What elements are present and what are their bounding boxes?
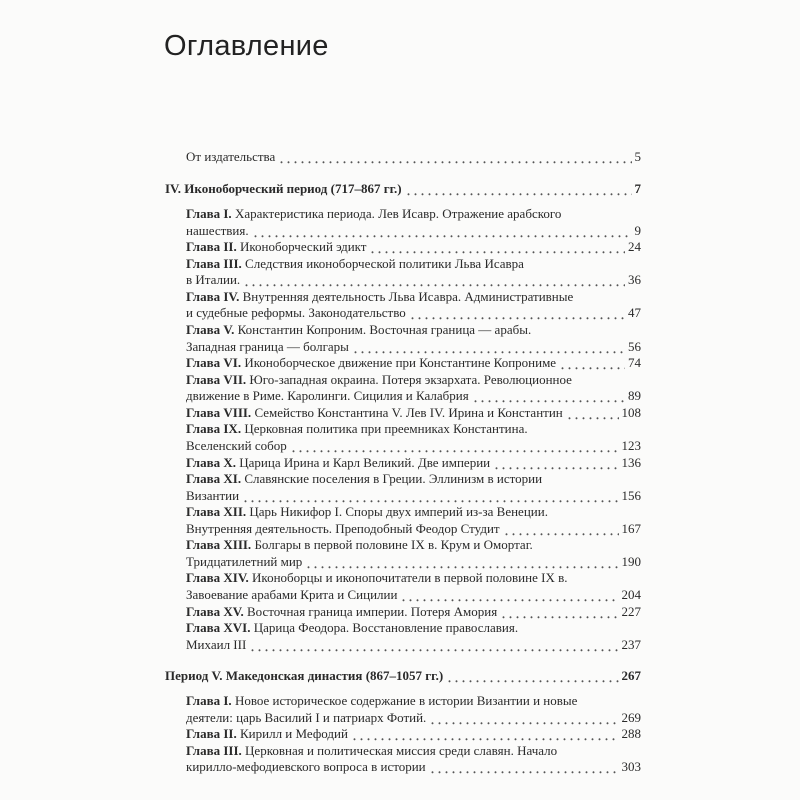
toc-line xyxy=(186,604,641,621)
entry-title-line: кирилло-мефодиевского вопроса в истории xyxy=(186,759,426,775)
entry-title-line: Иконоборческий эдикт xyxy=(240,239,367,255)
entry-title-line: Царица Феодора. Восстановление православия. xyxy=(253,620,519,636)
entry-text xyxy=(186,322,531,339)
dot-leader xyxy=(429,710,618,727)
chapter-label: Глава IV. xyxy=(186,288,240,304)
toc-entry-chapter[interactable] xyxy=(165,620,641,653)
toc-entry-chapter[interactable] xyxy=(165,726,641,743)
entry-text xyxy=(186,554,302,571)
part-iv-section xyxy=(165,181,641,653)
dot-leader xyxy=(493,455,618,472)
entry-title-line: движение в Риме. Каролинги. Сицилия и Калабрия xyxy=(186,388,469,404)
entry-text xyxy=(186,726,348,743)
entry-text xyxy=(186,256,524,273)
page-number: 7 xyxy=(634,181,641,196)
entry-title-line: Царица Ирина и Карл Великий. Две империи xyxy=(239,454,491,470)
toc-line xyxy=(186,322,641,339)
entry-title-line: и судебные реформы. Законодательство xyxy=(186,305,406,321)
part-v-section xyxy=(165,668,641,776)
chapter-label: Глава I. xyxy=(186,206,232,222)
page-number: 89 xyxy=(628,388,641,404)
entry-title-line: Вселенский собор xyxy=(186,437,287,453)
entry-title-line: Болгары в первой половине IX в. Крум и Омортаг. xyxy=(254,537,533,553)
entry-text xyxy=(186,587,397,604)
entry-text xyxy=(186,710,426,727)
entry-title-line: Кирилл и Мефодий xyxy=(240,726,348,742)
toc-line xyxy=(186,587,641,604)
entry-title-line: Следствия иконоборческой политики Льва Исавра xyxy=(245,255,524,271)
spacer xyxy=(165,685,641,694)
toc-entry-chapter[interactable] xyxy=(165,471,641,504)
toc-line xyxy=(186,554,641,571)
spacer xyxy=(165,198,641,207)
entry-text xyxy=(186,637,246,654)
page-number: 9 xyxy=(634,222,641,238)
entry-text xyxy=(186,388,469,405)
entry-text xyxy=(186,405,563,422)
page-number: 136 xyxy=(621,454,641,470)
entry-text xyxy=(186,488,239,505)
toc-line xyxy=(186,206,641,223)
dot-leader xyxy=(472,388,625,405)
dot-leader xyxy=(243,272,625,289)
entry-text xyxy=(186,438,287,455)
toc-entry-chapter[interactable] xyxy=(165,504,641,537)
toc-line xyxy=(186,726,641,743)
chapter-label: Глава IX. xyxy=(186,421,242,437)
chapter-label: Глава I. xyxy=(186,693,232,709)
entry-title-line: Восточная граница империи. Потеря Амория xyxy=(246,603,498,619)
entry-text xyxy=(186,289,573,306)
front-matter xyxy=(165,149,641,166)
entry-title-line: Царь Никифор I. Споры двух империй из-за Венеции. xyxy=(249,504,548,520)
toc-entry-chapter[interactable] xyxy=(165,289,641,322)
dot-leader xyxy=(446,668,618,685)
chapter-label: Глава XII. xyxy=(186,504,247,520)
entry-text xyxy=(186,455,490,472)
dot-leader xyxy=(278,149,631,166)
dot-leader xyxy=(290,438,619,455)
page-number: 288 xyxy=(621,726,641,742)
toc-line xyxy=(186,521,641,538)
toc-line xyxy=(186,637,641,654)
entry-text xyxy=(186,206,561,223)
entry-text xyxy=(186,239,366,256)
toc-line xyxy=(186,405,641,422)
dot-leader xyxy=(351,726,619,743)
page-number: 269 xyxy=(621,709,641,725)
chapter-label: Глава XVI. xyxy=(186,620,251,636)
page-number: 267 xyxy=(621,668,641,683)
toc-line xyxy=(186,438,641,455)
entry-text xyxy=(186,693,577,710)
entry-text xyxy=(186,604,497,621)
page-number: 156 xyxy=(621,487,641,503)
toc-line xyxy=(186,710,641,727)
toc-entry-chapter[interactable] xyxy=(165,372,641,405)
dot-leader xyxy=(305,554,618,571)
entry-text xyxy=(186,521,500,538)
chapter-label: Глава III. xyxy=(186,742,242,758)
dot-leader xyxy=(252,223,632,240)
toc-line xyxy=(186,759,641,776)
entry-text xyxy=(186,537,533,554)
toc-line xyxy=(186,471,641,488)
toc-line xyxy=(186,570,641,587)
dot-leader xyxy=(429,759,619,776)
entry-title-line: Византии xyxy=(186,487,240,503)
toc-entry-front[interactable] xyxy=(165,149,641,166)
entry-text xyxy=(186,355,556,372)
dot-leader xyxy=(503,521,619,538)
page-number: 190 xyxy=(621,553,641,569)
chapter-label: Глава VII. xyxy=(186,371,247,387)
entry-title-line: Завоевание арабами Крита и Сицилии xyxy=(186,587,398,602)
toc-entry-chapter[interactable] xyxy=(165,455,641,472)
toc-entry-chapter[interactable] xyxy=(165,421,641,454)
dot-leader xyxy=(242,488,618,505)
entry-title-line: Семейство Константина V. Лев IV. Ирина и Константин xyxy=(254,404,563,420)
chapter-label: Глава III. xyxy=(186,255,242,271)
entry-title-line: Иконоборцы и иконопочитатели в первой половине IX в. xyxy=(252,570,568,586)
entry-title-line: Церковная политика при преемниках Константина. xyxy=(244,421,528,437)
chapter-label: Глава XV. xyxy=(186,603,244,619)
page-number: 227 xyxy=(621,603,641,619)
page-number: 24 xyxy=(628,239,641,255)
page-number: 74 xyxy=(628,355,641,371)
dot-leader xyxy=(500,604,618,621)
part-heading[interactable] xyxy=(165,668,641,685)
page-number: 167 xyxy=(621,520,641,536)
page-number: 123 xyxy=(621,437,641,453)
entry-title-line: Характеристика периода. Лев Исавр. Отражение арабского xyxy=(234,206,562,222)
toc-line xyxy=(186,239,641,256)
toc-entry-chapter[interactable] xyxy=(165,604,641,621)
entry-title-line: Иконоборческое движение при Константине Копрониме xyxy=(244,355,557,371)
part-title: IV. Иконоборческий период (717–867 гг.) xyxy=(165,181,402,196)
toc-entry-chapter[interactable] xyxy=(165,206,641,239)
entry-title-line: Константин Копроним. Восточная граница — арабы. xyxy=(237,322,532,337)
page-number: 108 xyxy=(621,404,641,420)
entry-title-line: Новое историческое содержание в истории Византии и новые xyxy=(234,693,578,709)
toc-line xyxy=(186,504,641,521)
chapter-label: Глава II. xyxy=(186,239,237,255)
toc-entry-chapter[interactable] xyxy=(165,537,641,570)
toc-line xyxy=(186,289,641,306)
chapter-label: Глава XIII. xyxy=(186,537,252,553)
page-number: 47 xyxy=(628,305,641,321)
dot-leader xyxy=(249,637,618,654)
toc-line xyxy=(186,223,641,240)
toc-line xyxy=(186,388,641,405)
dot-leader xyxy=(405,181,632,198)
entry-text xyxy=(186,372,572,389)
entry-title-line: деятели: царь Василий I и патриарх Фотий. xyxy=(186,709,427,725)
toc-line xyxy=(186,339,641,356)
entry-title-line: Юго-западная окраина. Потеря экзархата. Революционное xyxy=(249,371,572,387)
chapter-label: Глава II. xyxy=(186,726,237,742)
toc-line xyxy=(186,693,641,710)
entry-text xyxy=(186,305,406,322)
toc-entry-chapter[interactable] xyxy=(165,405,641,422)
entry-text xyxy=(186,149,275,166)
toc-line xyxy=(186,537,641,554)
page-number: 56 xyxy=(628,338,641,354)
chapter-label: Глава XIV. xyxy=(186,570,249,586)
dot-leader xyxy=(352,339,625,356)
page-number: 237 xyxy=(621,636,641,652)
entry-text xyxy=(186,421,528,438)
part-heading[interactable] xyxy=(165,181,641,198)
entry-title-line: Церковная и политическая миссия среди славян. Начало xyxy=(245,742,558,758)
entry-text xyxy=(186,570,567,587)
toc-entry-chapter[interactable] xyxy=(165,743,641,776)
entry-text xyxy=(186,504,548,521)
dot-leader xyxy=(400,587,618,604)
entry-text xyxy=(186,471,542,488)
toc-line xyxy=(186,305,641,322)
toc-line xyxy=(186,149,641,166)
chapter-label: Глава X. xyxy=(186,454,237,470)
chapter-label: Глава VI. xyxy=(186,355,242,371)
entry-title-line: Западная граница — болгары xyxy=(186,338,349,354)
dot-leader xyxy=(566,405,619,422)
toc-line xyxy=(186,620,641,637)
toc-line xyxy=(186,256,641,273)
dot-leader xyxy=(409,305,625,322)
entry-title-line: Внутренняя деятельность. Преподобный Феодор Студит xyxy=(186,520,500,536)
entry-title-line: нашествия. xyxy=(186,222,249,238)
page-title: Оглавление xyxy=(164,30,329,62)
toc-line xyxy=(186,421,641,438)
toc-line xyxy=(186,272,641,289)
entry-text xyxy=(186,620,518,637)
page-number: 303 xyxy=(621,759,641,775)
toc-line xyxy=(186,743,641,760)
entry-text xyxy=(186,272,240,289)
page-number: 36 xyxy=(628,272,641,288)
toc-line xyxy=(186,488,641,505)
toc-entry-chapter[interactable] xyxy=(165,693,641,726)
toc-entry-chapter[interactable] xyxy=(165,355,641,372)
entry-text xyxy=(186,743,557,760)
toc-line xyxy=(186,455,641,472)
part-title: Период V. Македонская династия (867–1057 гг.) xyxy=(165,668,444,683)
dot-leader xyxy=(559,355,625,372)
toc-line xyxy=(186,372,641,389)
entry-title-line: Славянские поселения в Греции. Эллинизм в истории xyxy=(244,471,543,487)
page-number: 5 xyxy=(634,149,641,164)
entry-title-line: Внутренняя деятельность Льва Исавра. Административные xyxy=(242,288,574,304)
entry-title-line: Михаил III xyxy=(186,636,247,652)
dot-leader xyxy=(369,239,625,256)
chapter-label: Глава V. xyxy=(186,322,235,337)
toc-entry-chapter[interactable] xyxy=(165,322,641,355)
entry-title-line: в Италии. xyxy=(186,272,241,288)
toc-entry-chapter[interactable] xyxy=(165,256,641,289)
chapter-label: Глава VIII. xyxy=(186,404,252,420)
toc-entry-chapter[interactable] xyxy=(165,570,641,603)
toc-entry-chapter[interactable] xyxy=(165,239,641,256)
entry-text xyxy=(186,339,349,356)
chapter-label: Глава XI. xyxy=(186,471,242,487)
toc-line xyxy=(186,355,641,372)
entry-text xyxy=(186,759,426,776)
entry-title-line: От издательства xyxy=(186,149,276,164)
entry-title-line: Тридцатилетний мир xyxy=(186,553,303,569)
entry-text xyxy=(186,223,249,240)
page-number: 204 xyxy=(621,587,641,602)
